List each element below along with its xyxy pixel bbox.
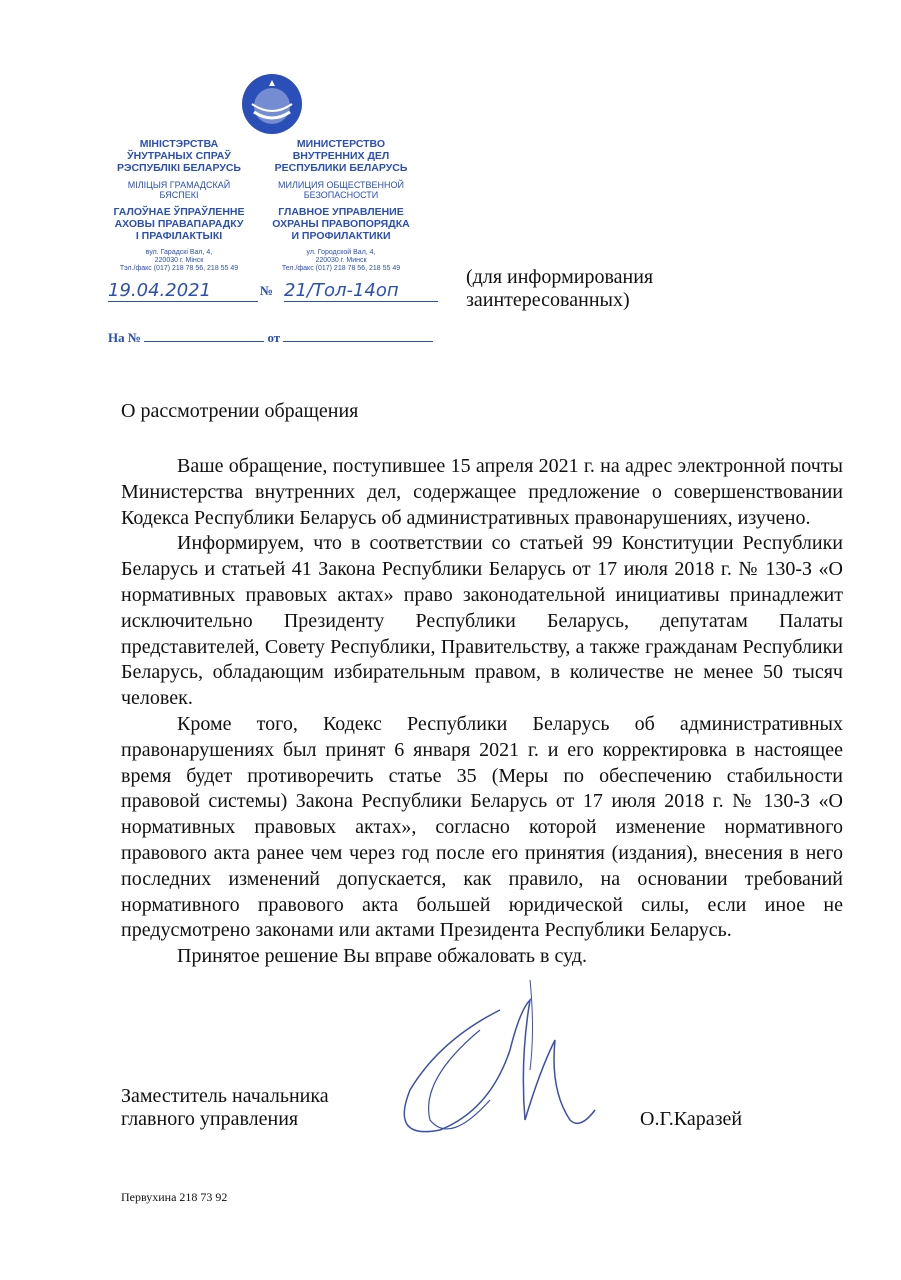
paragraph: Ваше обращение, поступившее 15 апреля 2021 г. на адрес электронной почты Министерства внутренних дел, содержащее предложение о совершенствовании Кодекса Республики Беларусь об административных правонарушениях, изучено.: [121, 455, 843, 529]
department-line: ГАЛОЎНАЕ ЎПРАЎЛЕННЕ: [113, 206, 245, 218]
number-label: №: [260, 283, 274, 298]
letterhead-belarusian: [104, 138, 254, 273]
position-line: Заместитель начальника: [121, 1085, 329, 1107]
addressee: [466, 266, 653, 312]
address-line: вул. Гарадскі Вал, 4,: [145, 249, 213, 256]
handwritten-date: 19.04.2021: [108, 280, 258, 302]
letter-subject: О рассмотрении обращения: [121, 400, 359, 422]
addressee-line: (для информирования: [466, 266, 654, 288]
letter-body: [121, 454, 843, 970]
coat-of-arms-emblem: [240, 72, 304, 136]
addressee-line: заинтересованных): [466, 289, 630, 311]
reference-line: [108, 330, 433, 346]
militia-line: МИЛИЦИЯ ОБЩЕСТВЕННОЙ: [278, 180, 404, 190]
position-line: главного управления: [121, 1108, 299, 1130]
address-line: 220030 г. Мінск: [154, 257, 204, 264]
department-line: ОХРАНЫ ПРАВОПОРЯДКА: [272, 218, 410, 230]
address-line: Тел./факс (017) 218 78 56, 218 55 49: [281, 265, 401, 272]
address-line: 220030 г. Минск: [315, 257, 367, 264]
ministry-line: ЎНУТРАНЫХ СПРАЎ: [127, 150, 231, 162]
ministry-line: ВНУТРЕННИХ ДЕЛ: [292, 150, 390, 162]
signatory-name: О.Г.Каразей: [640, 1108, 743, 1130]
department-line: ГЛАВНОЕ УПРАВЛЕНИЕ: [278, 206, 404, 218]
paragraph: Кроме того, Кодекс Республики Беларусь об административных правонарушениях был принят 6 января 2021 г. и его корректировка в настоящее время будет противоречить статье 35 (Меры по обеспечению стабильности правовой системы) Закона Республики Беларусь от 17 июля 2018 г. № 130-З «О нормативных правовых актах», согласно которой изменение нормативного правового акта ранее чем через год после его принятия (издания), внесения в него последних изменений допускается, как правило, на основании требований нормативного правового акта большей юридической силы, если иное не предусмотрено законами или актами Президента Республики Беларусь.: [121, 712, 843, 942]
signatory-position: [121, 1085, 329, 1131]
paragraph: Информируем, что в соответствии со статьей 99 Конституции Республики Беларусь и статьей 41 Закона Республики Беларусь от 17 июля 2018 г. № 130-З «О нормативных правовых актах» право законодательной инициативы принадлежит исключительно Президенту Республики Беларусь, депутатам Палаты представителей, Совету Республики, Правительству, а также гражданам Республики Беларусь, обладающим избирательным правом, в количестве не менее 50 тысяч человек.: [121, 532, 843, 710]
ministry-line: РЭСПУБЛІКІ БЕЛАРУСЬ: [117, 162, 241, 174]
ref-from-label: от: [267, 330, 281, 345]
address-line: ул. Городской Вал, 4,: [306, 249, 376, 256]
paragraph: Принятое решение Вы вправе обжаловать в суд.: [177, 945, 587, 968]
ministry-line: МІНІСТЭРСТВА: [139, 138, 219, 150]
letterhead-russian: [266, 138, 416, 273]
address-line: Тэл./факс (017) 218 78 56, 218 55 49: [119, 265, 239, 272]
ministry-line: РЕСПУБЛИКИ БЕЛАРУСЬ: [274, 162, 408, 174]
handwritten-number: 21/Тол-14оп: [284, 280, 438, 302]
outgoing-number-line: [108, 280, 438, 302]
ministry-line: МИНИСТЕРСТВО: [296, 138, 386, 150]
militia-line: БЯСПЕКІ: [159, 190, 199, 200]
department-line: АХОВЫ ПРАВАПАРАДКУ: [114, 218, 244, 230]
department-line: І ПРАФІЛАКТЫКІ: [135, 230, 223, 242]
militia-line: МІЛІЦЫЯ ГРАМАДСКАЙ: [127, 180, 231, 190]
militia-line: БЕЗОПАСНОСТИ: [303, 190, 379, 200]
department-line: И ПРОФИЛАКТИКИ: [291, 230, 391, 242]
handwritten-signature: [380, 970, 600, 1170]
ref-label: На №: [108, 330, 141, 345]
executor-contact: Первухина 218 73 92: [121, 1190, 228, 1204]
